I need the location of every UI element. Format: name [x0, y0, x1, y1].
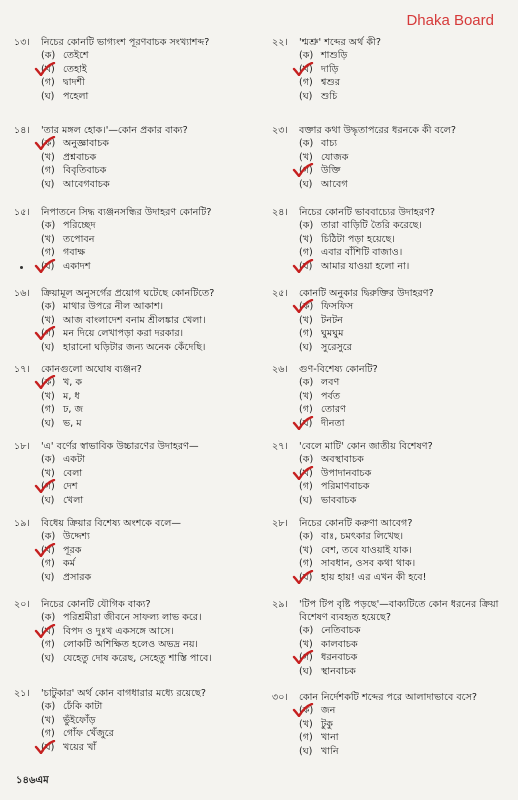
question-text: 'এ' বর্ণের স্বাভাবিক উচ্চারণের উদাহরণ—	[41, 441, 199, 452]
question-block	[272, 36, 508, 103]
option-label: (খ)	[299, 467, 313, 479]
question-line	[14, 36, 254, 49]
option-text: হারানো ঘড়িটার জন্য অনেক কেঁদেছি।	[63, 341, 206, 353]
option-text: ম, ধ	[63, 390, 80, 402]
option-label: (ক)	[41, 454, 56, 465]
option-row	[14, 480, 254, 494]
option-row	[14, 233, 254, 247]
option-text: আবেগ	[321, 178, 348, 190]
option-text: পহেলা	[63, 90, 89, 102]
option-row	[272, 233, 508, 247]
option-row	[272, 76, 508, 90]
option-label: (গ)	[299, 165, 313, 177]
option-text: তেইশে	[63, 50, 89, 61]
option-row	[272, 638, 508, 652]
option-text: উদ্দেশ্য	[63, 531, 90, 542]
question-number: ২২।	[272, 37, 288, 48]
option-text: লবণ	[321, 377, 340, 388]
option-text: একটা	[63, 454, 86, 465]
question-text: কোন নির্দেশকটি শব্দের পরে আলাদাভাবে বসে?	[299, 692, 477, 703]
option-text: শ্বশুর	[321, 77, 341, 89]
option-text: দ্বাদশী	[63, 77, 85, 89]
option-text: সুরেসুরে	[321, 341, 352, 353]
question-number: ২৬।	[272, 364, 288, 375]
option-row	[14, 494, 254, 508]
option-row	[272, 164, 508, 178]
option-text: অবস্থাবাচক	[321, 454, 364, 465]
option-text: খয়ের খাঁ	[63, 741, 97, 753]
option-label: (গ)	[41, 558, 55, 570]
question-number: ১৭।	[14, 364, 30, 375]
option-text: গবাক্ষ	[63, 247, 86, 259]
option-row	[14, 544, 254, 558]
option-text: তারা বাড়িটি তৈরি করেছে।	[321, 220, 422, 231]
question-text: কোনটি অনুকার দ্বিরুক্তির উদাহরণ?	[299, 288, 434, 299]
option-text: বাচ্য	[321, 138, 338, 149]
option-row	[14, 727, 254, 741]
option-row	[14, 571, 254, 585]
option-row	[14, 327, 254, 341]
option-text: ঢ, জ	[63, 404, 84, 416]
option-label: (ক)	[41, 50, 56, 61]
option-text: ভ, ম	[63, 417, 82, 429]
option-text: লোকটি অশিক্ষিত হলেও অভদ্র নয়।	[63, 639, 198, 651]
question-line	[272, 440, 508, 453]
option-label: (গ)	[41, 165, 55, 177]
option-text: ঢেঁকি কাটা	[63, 701, 103, 712]
question-block	[14, 598, 254, 665]
option-row	[14, 453, 254, 467]
option-text: বাঃ, চমৎকার লিখেছ।	[321, 531, 404, 542]
question-block	[14, 517, 254, 584]
option-row	[14, 638, 254, 652]
option-label: (গ)	[299, 732, 313, 744]
option-row	[14, 417, 254, 431]
question-line	[14, 598, 254, 611]
question-line	[272, 124, 508, 137]
option-text: তপোবন	[63, 233, 95, 245]
option-row	[272, 376, 508, 390]
option-row	[14, 219, 254, 233]
option-row	[272, 417, 508, 431]
option-label: (গ)	[299, 247, 313, 259]
option-label: (খ)	[299, 151, 313, 163]
option-label: (খ)	[41, 233, 55, 245]
option-text: পরিশ্রমীরা জীবনে সাফল্য লাভ করে।	[63, 612, 202, 623]
option-label: (গ)	[41, 639, 55, 651]
question-text: নিচের কোনটি ভাগ্যংশ পূরণবাচক সংখ্যাশব্দ?	[41, 37, 210, 48]
option-label: (গ)	[299, 481, 313, 493]
option-label: (গ)	[41, 328, 55, 340]
option-row	[272, 704, 508, 718]
option-text: স্থানবাচক	[321, 665, 356, 677]
option-text: ভাববাচক	[321, 494, 357, 506]
option-label: (ক)	[299, 454, 314, 465]
option-label: (ক)	[299, 138, 314, 149]
option-label: (গ)	[41, 728, 55, 740]
option-row	[272, 544, 508, 558]
option-text: শাশুড়ি	[321, 50, 348, 61]
option-label: (ক)	[41, 701, 56, 712]
option-row	[272, 49, 508, 63]
option-label: (খ)	[41, 390, 55, 402]
question-block	[272, 124, 508, 191]
option-text: চিঠিটা পড়া হয়েছে।	[321, 233, 395, 245]
question-line	[272, 517, 508, 530]
option-label: (ক)	[299, 301, 314, 312]
option-row	[272, 557, 508, 571]
option-row	[272, 718, 508, 732]
question-number: ২৭।	[272, 441, 288, 452]
option-label: (ক)	[299, 625, 314, 636]
option-label: (খ)	[41, 714, 55, 726]
option-label: (ক)	[41, 301, 56, 312]
option-label: (গ)	[299, 77, 313, 89]
option-label: (ঘ)	[299, 260, 313, 272]
board-label: Dhaka Board	[406, 12, 494, 29]
option-text: দাড়ি	[321, 63, 339, 75]
option-row	[14, 467, 254, 481]
option-label: (ক)	[299, 531, 314, 542]
option-row	[14, 137, 254, 151]
option-row	[14, 246, 254, 260]
option-label: (খ)	[41, 151, 55, 163]
option-label: (খ)	[299, 638, 313, 650]
option-label: (খ)	[299, 718, 313, 730]
option-row	[272, 624, 508, 638]
option-label: (ক)	[41, 220, 56, 231]
option-text: প্রশ্নবাচক	[63, 151, 97, 163]
option-label: (ঘ)	[41, 341, 55, 353]
option-row	[14, 90, 254, 104]
option-text: ফিসফিস	[321, 301, 354, 312]
option-row	[272, 178, 508, 192]
option-row	[272, 403, 508, 417]
question-number: ৩০।	[272, 692, 288, 703]
option-text: পর্বত	[321, 390, 341, 402]
option-text: তেহাই	[63, 63, 87, 75]
option-text: মাথার উপরে নীল আকাশ।	[63, 301, 164, 312]
question-number: ১৫।	[14, 207, 30, 218]
option-row	[272, 731, 508, 745]
option-row	[272, 63, 508, 77]
question-line	[14, 440, 254, 453]
option-row	[272, 665, 508, 679]
question-block	[14, 206, 254, 273]
option-row	[14, 557, 254, 571]
option-text: মন দিয়ে লেখাপড়া করা দরকার।	[63, 328, 184, 340]
option-row	[14, 314, 254, 328]
option-label: (ঘ)	[41, 494, 55, 506]
question-line	[14, 517, 254, 530]
question-block	[14, 440, 254, 507]
option-text: যোজক	[321, 151, 349, 163]
question-line	[14, 287, 254, 300]
option-row	[272, 745, 508, 759]
question-text: নিপাতনে সিদ্ধ ব্যঞ্জনসন্ধির উদাহরণ কোনটি?	[41, 207, 212, 218]
question-text: কোনগুলো অঘোষ ব্যঞ্জন?	[41, 364, 142, 375]
option-row	[272, 467, 508, 481]
option-label: (গ)	[41, 404, 55, 416]
option-text: ভুঁইফোঁড়	[63, 714, 96, 726]
option-text: খেলা	[63, 494, 84, 506]
option-label: (খ)	[41, 625, 55, 637]
option-label: (ক)	[41, 612, 56, 623]
option-row	[14, 714, 254, 728]
option-text: ঘুমঘুম	[321, 328, 344, 340]
option-row	[272, 314, 508, 328]
question-line	[272, 691, 508, 704]
option-row	[14, 260, 254, 274]
option-label: (ঘ)	[41, 417, 55, 429]
option-row	[14, 300, 254, 314]
option-label: (খ)	[41, 467, 55, 479]
option-row	[272, 530, 508, 544]
option-row	[14, 376, 254, 390]
question-number: ১৩।	[14, 37, 30, 48]
option-row	[272, 494, 508, 508]
question-text: গুণ-বিশেষ্য কোনটি?	[299, 364, 378, 375]
option-row	[14, 63, 254, 77]
question-text: বক্তার কথা উদ্ধৃতাপরের ধরনকে কী বলে?	[299, 125, 456, 136]
page-number: ১৪৬এম	[16, 775, 49, 786]
option-label: (ঘ)	[299, 665, 313, 677]
question-block	[14, 36, 254, 103]
question-block	[14, 363, 254, 430]
option-label: (ঘ)	[41, 260, 55, 272]
question-text: নিচের কোনটি ভাববাচ্যের উদাহরণ?	[299, 207, 436, 218]
option-text: উক্তি	[321, 165, 341, 177]
option-row	[272, 219, 508, 233]
option-label: (ক)	[299, 220, 314, 231]
option-row	[14, 741, 254, 755]
question-block	[14, 287, 254, 354]
question-text: নিচের কোনটি যৌগিক বাক্য?	[41, 599, 151, 610]
question-block	[272, 287, 508, 354]
question-line	[14, 124, 254, 137]
option-label: (খ)	[299, 233, 313, 245]
option-text: খানি	[321, 745, 339, 757]
question-text: ক্রিয়ামূল অনুসর্গের প্রয়োগ ঘটেছে কোনটিতে?	[41, 288, 215, 299]
option-label: (ঘ)	[299, 494, 313, 506]
option-row	[272, 246, 508, 260]
option-row	[14, 652, 254, 666]
question-line	[272, 598, 508, 624]
option-label: (খ)	[299, 314, 313, 326]
option-row	[14, 49, 254, 63]
question-text: বিধেয় ক্রিয়ার বিশেষ্য অংশকে বলে—	[41, 518, 181, 529]
option-row	[14, 76, 254, 90]
option-row	[14, 403, 254, 417]
option-text: টুকু	[321, 718, 333, 730]
option-label: (ঘ)	[41, 90, 55, 102]
question-line	[14, 363, 254, 376]
question-line	[14, 687, 254, 700]
option-text: প্রসারক	[63, 571, 92, 583]
question-number: ২৯।	[272, 599, 288, 610]
option-label: (গ)	[299, 404, 313, 416]
question-number: ২৪।	[272, 207, 288, 218]
option-text: পূরক	[63, 544, 82, 556]
option-text: বিপদ ও দুঃখ একসঙ্গে আসে।	[63, 625, 174, 637]
option-text: খ, ক	[63, 377, 83, 388]
question-block	[272, 517, 508, 584]
option-text: নেতিবাচক	[321, 625, 361, 636]
question-number: ১৪।	[14, 125, 30, 136]
option-text: পরিমাণবাচক	[321, 481, 370, 493]
option-label: (ঘ)	[299, 90, 313, 102]
option-row	[14, 178, 254, 192]
option-text: উপাদানবাচক	[321, 467, 372, 479]
option-text: বিবৃতিবাচক	[63, 165, 107, 177]
question-block	[272, 440, 508, 507]
question-block	[14, 124, 254, 191]
option-label: (গ)	[41, 77, 55, 89]
question-number: ১৮।	[14, 441, 30, 452]
option-row	[272, 480, 508, 494]
question-block	[14, 687, 254, 754]
option-row	[272, 137, 508, 151]
option-label: (ক)	[299, 50, 314, 61]
option-label: (খ)	[41, 63, 55, 75]
option-row	[272, 390, 508, 404]
question-number: ২৮।	[272, 518, 288, 529]
option-label: (ঘ)	[41, 741, 55, 753]
question-line	[272, 287, 508, 300]
option-text: হায় হায়! এর এখন কী হবে!	[321, 571, 427, 583]
option-label: (ঘ)	[41, 652, 55, 664]
option-text: শুচি	[321, 90, 338, 102]
option-label: (ঘ)	[299, 417, 313, 429]
option-label: (ক)	[41, 531, 56, 542]
option-text: যেহেতু দোষ করেছ, সেহেতু শাস্তি পাবে।	[63, 652, 212, 664]
option-text: কর্ম	[63, 558, 76, 570]
question-number: ২০।	[14, 599, 30, 610]
question-text: 'চাটুকার' অর্থ কোন বাগধারার মধ্যে রয়েছে?	[41, 688, 206, 699]
option-row	[272, 90, 508, 104]
option-text: আজ বাংলাদেশ বনাম শ্রীলঙ্কার খেলা।	[63, 314, 206, 326]
option-text: সাবধান, ওসব কথা থাক।	[321, 558, 416, 570]
question-block	[272, 206, 508, 273]
option-label: (ক)	[41, 138, 56, 149]
option-text: আবেগবাচক	[63, 178, 110, 190]
option-label: (ঘ)	[299, 745, 313, 757]
option-label: (গ)	[299, 558, 313, 570]
option-label: (গ)	[299, 652, 313, 664]
option-text: ধরনবাচক	[321, 652, 358, 664]
option-text: এবার বাঁশিটি বাজাও।	[321, 247, 403, 259]
option-label: (খ)	[299, 390, 313, 402]
question-number: ২১।	[14, 688, 30, 699]
question-line	[272, 206, 508, 219]
option-text: গোঁফ খেঁজুরে	[63, 728, 114, 740]
option-row	[14, 151, 254, 165]
question-line	[14, 206, 254, 219]
option-label: (খ)	[41, 544, 55, 556]
option-row	[272, 151, 508, 165]
option-row	[272, 341, 508, 355]
option-text: খানা	[321, 732, 339, 744]
option-text: একাদশ	[63, 260, 91, 272]
question-text: 'শ্মশ্রু' শব্দের অর্থ কী?	[299, 37, 381, 48]
option-row	[14, 611, 254, 625]
option-row	[14, 625, 254, 639]
question-block	[272, 598, 508, 678]
question-block	[272, 691, 508, 758]
option-row	[272, 300, 508, 314]
question-line	[272, 36, 508, 49]
option-label: (ঘ)	[299, 341, 313, 353]
option-label: (খ)	[299, 544, 313, 556]
option-label: (ঘ)	[41, 178, 55, 190]
option-row	[14, 530, 254, 544]
option-label: (ক)	[41, 377, 56, 388]
question-number: ২৩।	[272, 125, 288, 136]
question-number: ১৯।	[14, 518, 30, 529]
option-label: (ঘ)	[41, 571, 55, 583]
option-label: (ঘ)	[299, 571, 313, 583]
option-row	[14, 164, 254, 178]
option-text: জন	[321, 705, 336, 716]
option-label: (গ)	[299, 328, 313, 340]
option-label: (খ)	[299, 63, 313, 75]
option-text: টনটন	[321, 314, 343, 326]
question-text: 'বেলে মাটি' কোন জাতীয় বিশেষণ?	[299, 441, 433, 452]
option-text: অনুজ্ঞাবাচক	[63, 138, 110, 149]
option-text: আমার যাওয়া হলো না।	[321, 260, 410, 272]
option-row	[272, 651, 508, 665]
question-number: ১৬।	[14, 288, 30, 299]
option-label: (ক)	[299, 377, 314, 388]
option-text: পরিচ্ছেদ	[63, 220, 96, 231]
question-number: ২৫।	[272, 288, 288, 299]
option-label: (গ)	[41, 247, 55, 259]
option-label: (গ)	[41, 481, 55, 493]
question-block	[272, 363, 508, 430]
question-text: 'টিপ টিপ বৃষ্টি পড়ছে'—বাক্যটিতে কোন ধরনের ক্রিয়া বিশেষণ ব্যবহৃত হয়েছে?	[299, 599, 499, 623]
option-row	[272, 327, 508, 341]
option-row	[14, 341, 254, 355]
option-row	[14, 700, 254, 714]
option-text: বেলা	[63, 467, 83, 479]
option-label: (খ)	[41, 314, 55, 326]
option-text: দেশ	[63, 481, 78, 493]
speck	[20, 266, 23, 269]
option-row	[272, 260, 508, 274]
option-row	[272, 571, 508, 585]
option-label: (ঘ)	[299, 178, 313, 190]
question-text: নিচের কোনটি করুণা আবেগ?	[299, 518, 413, 529]
option-row	[272, 453, 508, 467]
option-text: তোরণ	[321, 404, 346, 416]
question-text: 'তার মঙ্গল হোক।'—কোন প্রকার বাক্য?	[41, 125, 188, 136]
option-label: (ক)	[299, 705, 314, 716]
option-text: দীনতা	[321, 417, 345, 429]
option-text: কালবাচক	[321, 638, 358, 650]
option-text: বেশ, তবে যাওয়াই যাক।	[321, 544, 412, 556]
option-row	[14, 390, 254, 404]
question-line	[272, 363, 508, 376]
